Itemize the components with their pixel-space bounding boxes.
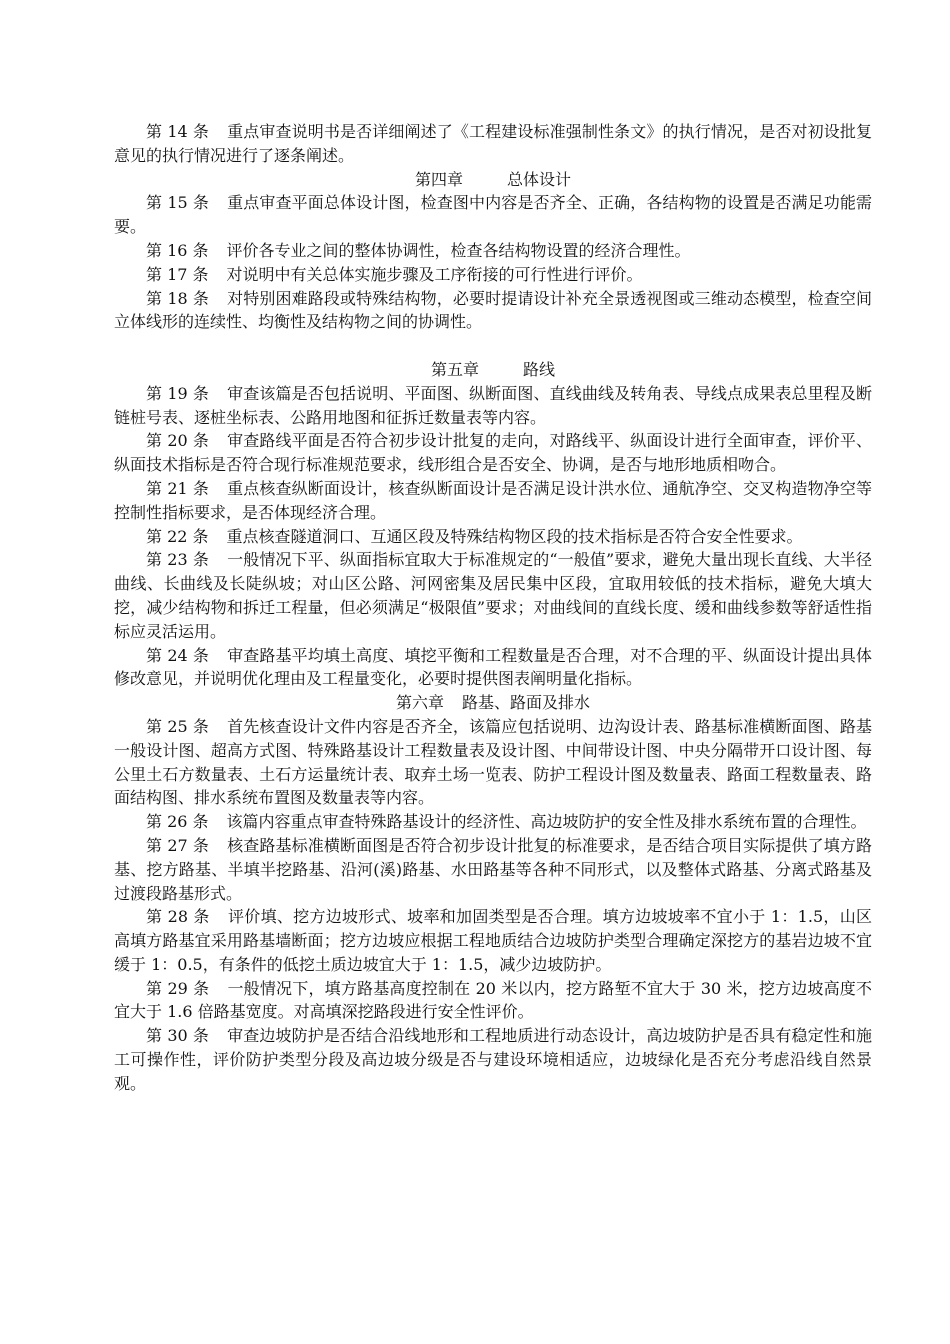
article-15 [114,191,872,239]
article-number: 第 17 条 [146,264,209,284]
blank-line [114,334,872,358]
article-19 [114,382,872,430]
chapter-5-heading [114,358,872,382]
article-27 [114,834,872,905]
article-number: 第 27 条 [146,835,210,855]
article-number: 第 24 条 [146,645,210,665]
article-24 [114,644,872,692]
article-21 [114,477,872,525]
article-number: 第 28 条 [146,907,210,927]
article-text: 重点核查隧道洞口、互通区段及特殊结构物区段的技术指标是否符合安全性要求。 [226,526,803,546]
article-text: 核查路基标准横断面图是否符合初步设计批复的标准要求，是否结合项目实际提供了填方路基、挖方路基、半填半挖路基、沿河(溪)路基、水田路基等各种不同形式，以及整体式路基、分离式路基及过渡段路基形式。 [114,835,872,903]
document-page [114,120,872,1096]
chapter-title: 路线 [523,359,556,379]
article-26 [114,810,872,834]
article-20 [114,429,872,477]
article-text: 一般情况下平、纵面指标宜取大于标准规定的“一般值”要求，避免大量出现长直线、大半径曲线、长曲线及长陡纵坡；对山区公路、河网密集及居民集中区段，宜取用较低的技术指标，避免大填大挖，减少结构物和拆迁工程量，但必须满足“极限值”要求；对曲线间的直线长度、缓和曲线参数等舒适性指标应灵活运用。 [114,550,872,641]
article-30 [114,1024,872,1095]
article-text: 首先核查设计文件内容是否齐全，该篇应包括说明、边沟设计表、路基标准横断面图、路基一般设计图、超高方式图、特殊路基设计工程数量表及设计图、中间带设计图、中央分隔带开口设计图、每公里土石方数量表、土石方运量统计表、取弃土场一览表、防护工程设计图及数量表、路面工程数量表、路面结构图、排水系统布置图及数量表等内容。 [114,716,872,808]
chapter-number: 第五章 [430,359,479,379]
article-number: 第 14 条 [146,122,210,141]
chapter-title: 总体设计 [507,169,572,189]
article-23 [114,548,872,643]
article-25 [114,715,872,810]
article-14 [114,120,872,168]
article-text: 重点审查说明书是否详细阐述了《工程建设标准强制性条文》的执行情况，是否对初设批复意见的执行情况进行了逐条阐述。 [114,122,872,165]
article-number: 第 16 条 [146,240,209,260]
article-number: 第 29 条 [146,978,210,998]
article-number: 第 18 条 [146,288,210,308]
article-number: 第 21 条 [146,478,210,498]
article-16 [114,239,872,263]
article-number: 第 15 条 [146,193,210,213]
chapter-number: 第六章 [395,693,444,713]
article-text: 重点审查平面总体设计图，检查图中内容是否齐全、正确，各结构物的设置是否满足功能需要。 [114,193,872,237]
chapter-6-heading [114,691,872,715]
article-22 [114,525,872,549]
article-number: 第 22 条 [146,526,209,546]
article-text: 重点核查纵断面设计，核查纵断面设计是否满足设计洪水位、通航净空、交叉构造物净空等控制性指标要求，是否体现经济合理。 [114,478,872,522]
article-text: 评价各专业之间的整体协调性，检查各结构物设置的经济合理性。 [226,240,691,260]
article-text: 审查路线平面是否符合初步设计批复的走向，对路线平、纵面设计进行全面审查，评价平、纵面技术指标是否符合现行标准规范要求，线形组合是否安全、协调，是否与地形地质相吻合。 [114,431,872,475]
article-text: 一般情况下，填方路基高度控制在 20 米以内，挖方路堑不宜大于 30 米，挖方边坡高度不宜大于 1.6 倍路基宽度。对高填深挖路段进行安全性评价。 [114,978,872,1022]
article-number: 第 25 条 [146,716,210,736]
article-17 [114,263,872,287]
article-number: 第 26 条 [146,812,209,832]
article-text: 该篇内容重点审查特殊路基设计的经济性、高边坡防护的安全性及排水系统布置的合理性。 [226,812,867,832]
article-text: 审查路基平均填土高度、填挖平衡和工程数量是否合理，对不合理的平、纵面设计提出具体修改意见，并说明优化理由及工程量变化，必要时提供图表阐明量化指标。 [114,645,872,689]
chapter-title: 路基、路面及排水 [462,693,591,713]
article-number: 第 23 条 [146,550,209,570]
article-text: 对说明中有关总体实施步骤及工序衔接的可行性进行评价。 [226,264,643,284]
article-text: 对特别困难路段或特殊结构物，必要时提请设计补充全景透视图或三维动态模型，检查空间立体线形的连续性、均衡性及结构物之间的协调性。 [114,288,872,332]
article-number: 第 30 条 [146,1026,210,1046]
article-number: 第 20 条 [146,431,210,451]
article-28 [114,905,872,976]
article-number: 第 19 条 [146,383,210,403]
article-text: 评价填、挖方边坡形式、坡率和加固类型是否合理。填方边坡坡率不宜小于 1：1.5，山区高填方路基宜采用路基墙断面；挖方边坡应根据工程地质结合边坡防护类型合理确定深挖方的基岩边坡不宜缓于 1：0.5，有条件的低挖土质边坡宜大于 1：1.5，减少边坡防护。 [114,907,872,974]
article-29 [114,977,872,1025]
article-18 [114,287,872,335]
article-text: 审查边坡防护是否结合沿线地形和工程地质进行动态设计，高边坡防护是否具有稳定性和施工可操作性，评价防护类型分段及高边坡分级是否与建设环境相适应，边坡绿化是否充分考虑沿线自然景观。 [114,1026,872,1093]
chapter-number: 第四章 [414,169,463,189]
chapter-4-heading [114,168,872,192]
article-text: 审查该篇是否包括说明、平面图、纵断面图、直线曲线及转角表、导线点成果表总里程及断链桩号表、逐桩坐标表、公路用地图和征拆迁数量表等内容。 [114,383,872,427]
